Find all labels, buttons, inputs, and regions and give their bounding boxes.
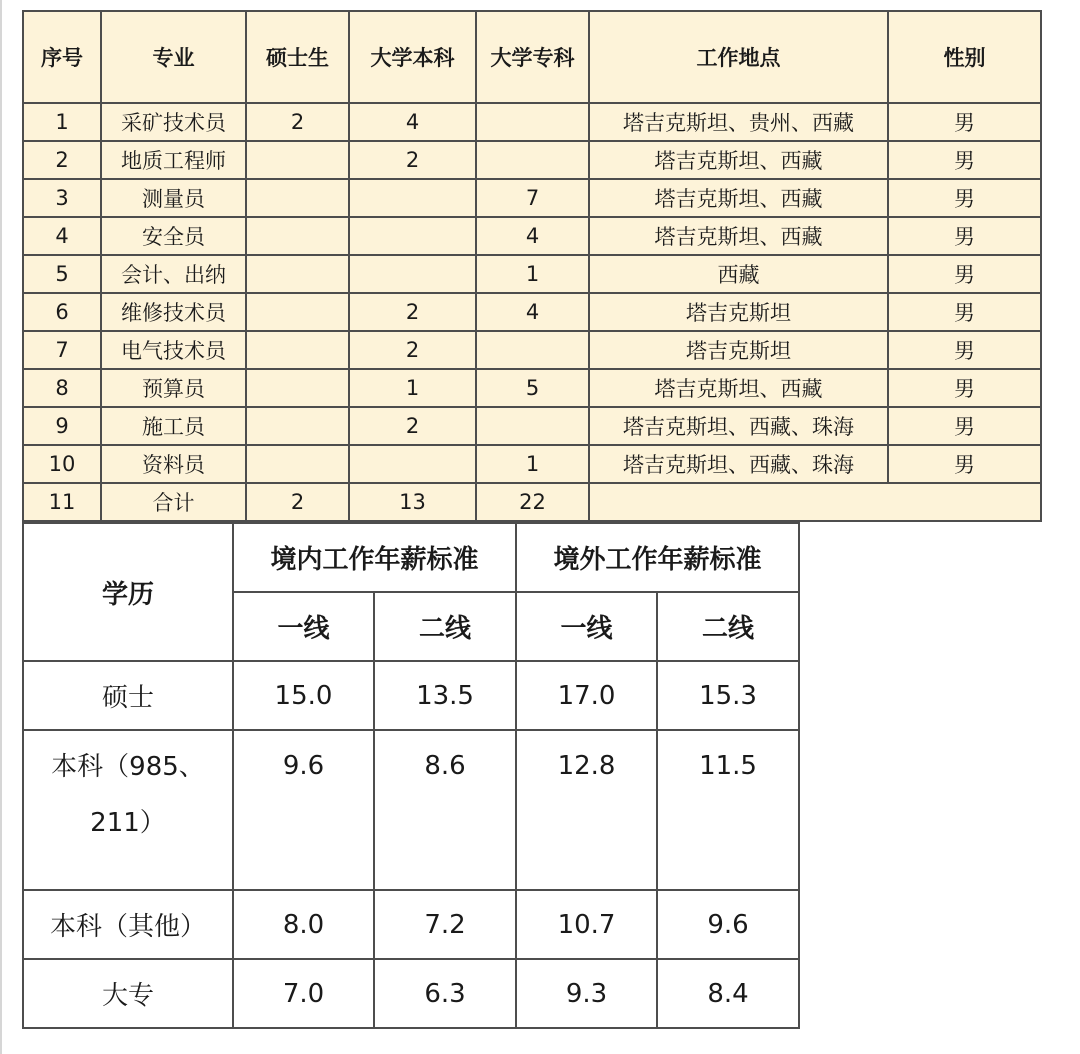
cell-location: 塔吉克斯坦 — [589, 293, 888, 331]
table-row — [23, 179, 1041, 217]
cell-bachelor: 2 — [349, 141, 476, 179]
cell-college: 4 — [476, 293, 589, 331]
cell-major: 采矿技术员 — [101, 103, 246, 141]
cell-major: 电气技术员 — [101, 331, 246, 369]
cell-domestic-line2: 8.6 — [374, 730, 516, 890]
cell-education: 硕士 — [23, 661, 233, 730]
cell-location: 塔吉克斯坦、西藏 — [589, 141, 888, 179]
cell-bachelor — [349, 445, 476, 483]
header-location: 工作地点 — [589, 11, 888, 103]
cell-location: 塔吉克斯坦、西藏 — [589, 369, 888, 407]
cell-location: 塔吉克斯坦、贵州、西藏 — [589, 103, 888, 141]
cell-total-master: 2 — [246, 483, 349, 521]
table-row — [23, 331, 1041, 369]
cell-master — [246, 255, 349, 293]
total-row — [23, 483, 1041, 521]
header-master: 硕士生 — [246, 11, 349, 103]
cell-domestic-line1: 15.0 — [233, 661, 374, 730]
cell-gender: 男 — [888, 369, 1041, 407]
cell-education: 大专 — [23, 959, 233, 1028]
cell-gender: 男 — [888, 445, 1041, 483]
cell-master — [246, 407, 349, 445]
cell-total-label: 合计 — [101, 483, 246, 521]
salary-row — [23, 730, 799, 890]
header-college: 大学专科 — [476, 11, 589, 103]
table-row — [23, 293, 1041, 331]
cell-bachelor: 2 — [349, 331, 476, 369]
cell-index: 11 — [23, 483, 101, 521]
header-education: 学历 — [23, 523, 233, 661]
cell-domestic-line2: 13.5 — [374, 661, 516, 730]
cell-college — [476, 141, 589, 179]
cell-domestic-line2: 7.2 — [374, 890, 516, 959]
cell-bachelor — [349, 217, 476, 255]
cell-bachelor — [349, 179, 476, 217]
cell-college: 7 — [476, 179, 589, 217]
salary-header-row-1 — [23, 523, 799, 592]
cell-index: 6 — [23, 293, 101, 331]
cell-college: 4 — [476, 217, 589, 255]
cell-domestic-line1: 9.6 — [233, 730, 374, 890]
cell-major: 会计、出纳 — [101, 255, 246, 293]
cell-master — [246, 293, 349, 331]
salary-row — [23, 890, 799, 959]
cell-location: 塔吉克斯坦、西藏、珠海 — [589, 445, 888, 483]
cell-bachelor: 2 — [349, 407, 476, 445]
table-row — [23, 369, 1041, 407]
cell-gender: 男 — [888, 141, 1041, 179]
cell-overseas-line2: 8.4 — [657, 959, 799, 1028]
cell-major: 地质工程师 — [101, 141, 246, 179]
cell-overseas-line1: 10.7 — [516, 890, 657, 959]
cell-index: 2 — [23, 141, 101, 179]
cell-index: 9 — [23, 407, 101, 445]
cell-master — [246, 179, 349, 217]
cell-bachelor — [349, 255, 476, 293]
table-row — [23, 445, 1041, 483]
cell-college — [476, 331, 589, 369]
cell-index: 7 — [23, 331, 101, 369]
header-gender: 性别 — [888, 11, 1041, 103]
cell-college: 1 — [476, 255, 589, 293]
cell-total-college: 22 — [476, 483, 589, 521]
cell-gender: 男 — [888, 331, 1041, 369]
header-index: 序号 — [23, 11, 101, 103]
cell-major: 维修技术员 — [101, 293, 246, 331]
cell-domestic-line2: 6.3 — [374, 959, 516, 1028]
header-overseas-line1: 一线 — [516, 592, 657, 661]
header-domestic-line1: 一线 — [233, 592, 374, 661]
table-row — [23, 217, 1041, 255]
recruitment-table — [22, 10, 1042, 522]
cell-bachelor: 4 — [349, 103, 476, 141]
cell-location: 塔吉克斯坦 — [589, 331, 888, 369]
header-overseas-line2: 二线 — [657, 592, 799, 661]
cell-overseas-line1: 17.0 — [516, 661, 657, 730]
cell-location: 西藏 — [589, 255, 888, 293]
cell-college — [476, 103, 589, 141]
cell-master: 2 — [246, 103, 349, 141]
cell-major: 预算员 — [101, 369, 246, 407]
cell-master — [246, 141, 349, 179]
table-row — [23, 141, 1041, 179]
cell-college: 1 — [476, 445, 589, 483]
document-content — [22, 10, 1040, 1029]
cell-major: 安全员 — [101, 217, 246, 255]
cell-location: 塔吉克斯坦、西藏 — [589, 179, 888, 217]
recruitment-header-row — [23, 11, 1041, 103]
header-overseas: 境外工作年薪标准 — [516, 523, 799, 592]
cell-gender: 男 — [888, 407, 1041, 445]
cell-index: 10 — [23, 445, 101, 483]
table-row — [23, 103, 1041, 141]
cell-gender: 男 — [888, 179, 1041, 217]
cell-total-bachelor: 13 — [349, 483, 476, 521]
cell-location: 塔吉克斯坦、西藏 — [589, 217, 888, 255]
table-row — [23, 407, 1041, 445]
cell-major: 资料员 — [101, 445, 246, 483]
salary-table — [22, 522, 800, 1029]
cell-education: 本科（其他） — [23, 890, 233, 959]
cell-index: 8 — [23, 369, 101, 407]
cell-domestic-line1: 7.0 — [233, 959, 374, 1028]
cell-domestic-line1: 8.0 — [233, 890, 374, 959]
cell-index: 1 — [23, 103, 101, 141]
cell-master — [246, 331, 349, 369]
page-edge-line — [0, 0, 2, 1054]
cell-total-empty — [589, 483, 1041, 521]
table-row — [23, 255, 1041, 293]
cell-index: 3 — [23, 179, 101, 217]
cell-overseas-line2: 15.3 — [657, 661, 799, 730]
cell-overseas-line2: 11.5 — [657, 730, 799, 890]
cell-overseas-line1: 9.3 — [516, 959, 657, 1028]
header-domestic-line2: 二线 — [374, 592, 516, 661]
salary-row — [23, 959, 799, 1028]
cell-college — [476, 407, 589, 445]
cell-overseas-line1: 12.8 — [516, 730, 657, 890]
cell-index: 5 — [23, 255, 101, 293]
salary-row — [23, 661, 799, 730]
cell-overseas-line2: 9.6 — [657, 890, 799, 959]
cell-bachelor: 2 — [349, 293, 476, 331]
cell-bachelor: 1 — [349, 369, 476, 407]
cell-gender: 男 — [888, 293, 1041, 331]
header-domestic: 境内工作年薪标准 — [233, 523, 516, 592]
cell-master — [246, 445, 349, 483]
cell-college: 5 — [476, 369, 589, 407]
cell-major: 施工员 — [101, 407, 246, 445]
cell-location: 塔吉克斯坦、西藏、珠海 — [589, 407, 888, 445]
cell-gender: 男 — [888, 217, 1041, 255]
cell-education: 本科（985、211） — [23, 730, 233, 890]
cell-index: 4 — [23, 217, 101, 255]
cell-gender: 男 — [888, 103, 1041, 141]
cell-major: 测量员 — [101, 179, 246, 217]
header-bachelor: 大学本科 — [349, 11, 476, 103]
header-major: 专业 — [101, 11, 246, 103]
cell-master — [246, 217, 349, 255]
cell-gender: 男 — [888, 255, 1041, 293]
cell-master — [246, 369, 349, 407]
